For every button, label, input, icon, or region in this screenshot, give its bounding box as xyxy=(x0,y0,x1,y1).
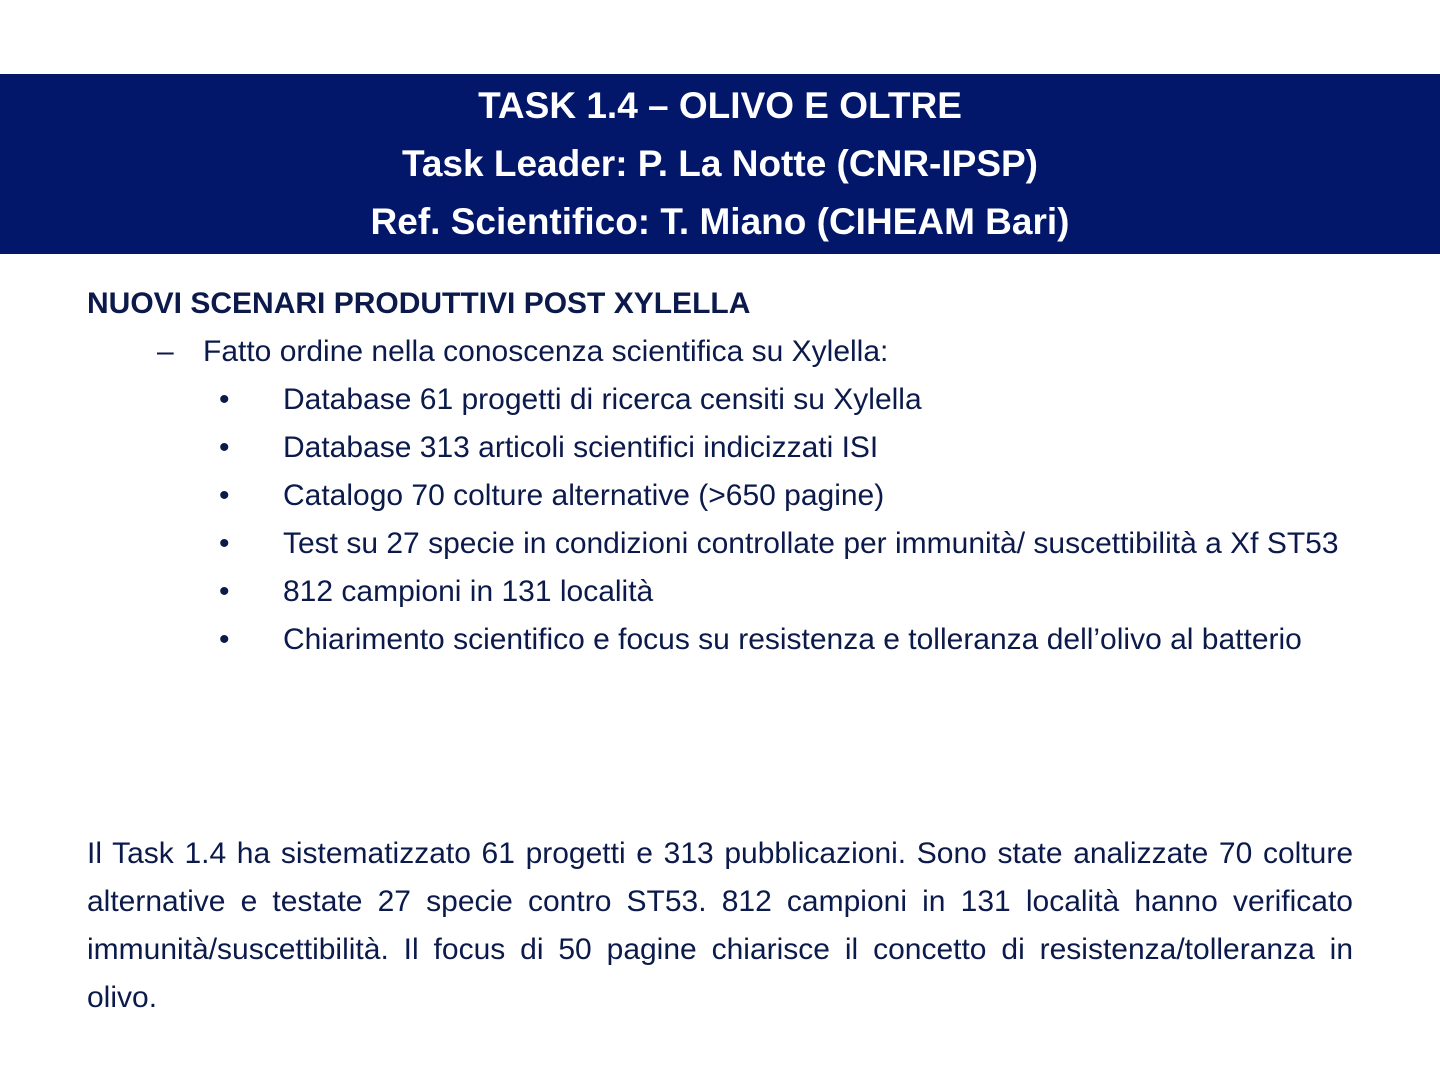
task-leader-line: Task Leader: P. La Notte (CNR-IPSP) xyxy=(402,143,1038,184)
list-item xyxy=(87,424,1353,472)
summary-paragraph: Il Task 1.4 ha sistematizzato 61 progetti e 313 pubblicazioni. Sono state analizzate 70 colture alternative e testate 27 specie contro ST53. 812 campioni in 131 località hanno verificato immunità/suscettibilità. Il focus di 50 pagine chiarisce il concetto di resistenza/tolleranza in olivo. xyxy=(87,837,1353,1014)
list-item xyxy=(87,472,1353,520)
bullet-icon: • xyxy=(219,479,230,512)
section-heading: NUOVI SCENARI PRODUTTIVI POST XYLELLA xyxy=(87,287,751,320)
list-item xyxy=(87,376,1353,424)
dash-item-text: Fatto ordine nella conoscenza scientifica su Xylella: xyxy=(203,335,889,368)
bullet-icon: • xyxy=(219,383,230,416)
list-item xyxy=(87,520,1353,568)
list-item-text: Test su 27 specie in condizioni controllate per immunità/ suscettibilità a Xf ST53 xyxy=(283,527,1339,560)
title-banner xyxy=(0,74,1440,254)
bullet-icon: • xyxy=(219,527,230,560)
slide-title: TASK 1.4 – OLIVO E OLTRE xyxy=(478,85,962,126)
list-item xyxy=(87,616,1353,664)
list-item-text: Database 313 articoli scientifici indicizzati ISI xyxy=(283,431,879,464)
list-item-text: Catalogo 70 colture alternative (>650 pagine) xyxy=(283,479,885,512)
list-item xyxy=(87,568,1353,616)
bullet-icon: • xyxy=(219,623,230,656)
list-item-text: 812 campioni in 131 località xyxy=(283,575,654,608)
bullet-icon: • xyxy=(219,575,230,608)
list-item-text: Database 61 progetti di ricerca censiti su Xylella xyxy=(283,383,922,416)
dash-list-item xyxy=(87,328,1353,376)
bullet-list xyxy=(87,376,1353,664)
list-item-text: Chiarimento scientifico e focus su resistenza e tolleranza dell’olivo al batterio xyxy=(283,623,1302,656)
slide-content xyxy=(87,280,1353,664)
scientific-reference-line: Ref. Scientifico: T. Miano (CIHEAM Bari) xyxy=(370,201,1070,242)
bullet-icon: • xyxy=(219,431,230,464)
dash-icon: – xyxy=(157,335,174,368)
